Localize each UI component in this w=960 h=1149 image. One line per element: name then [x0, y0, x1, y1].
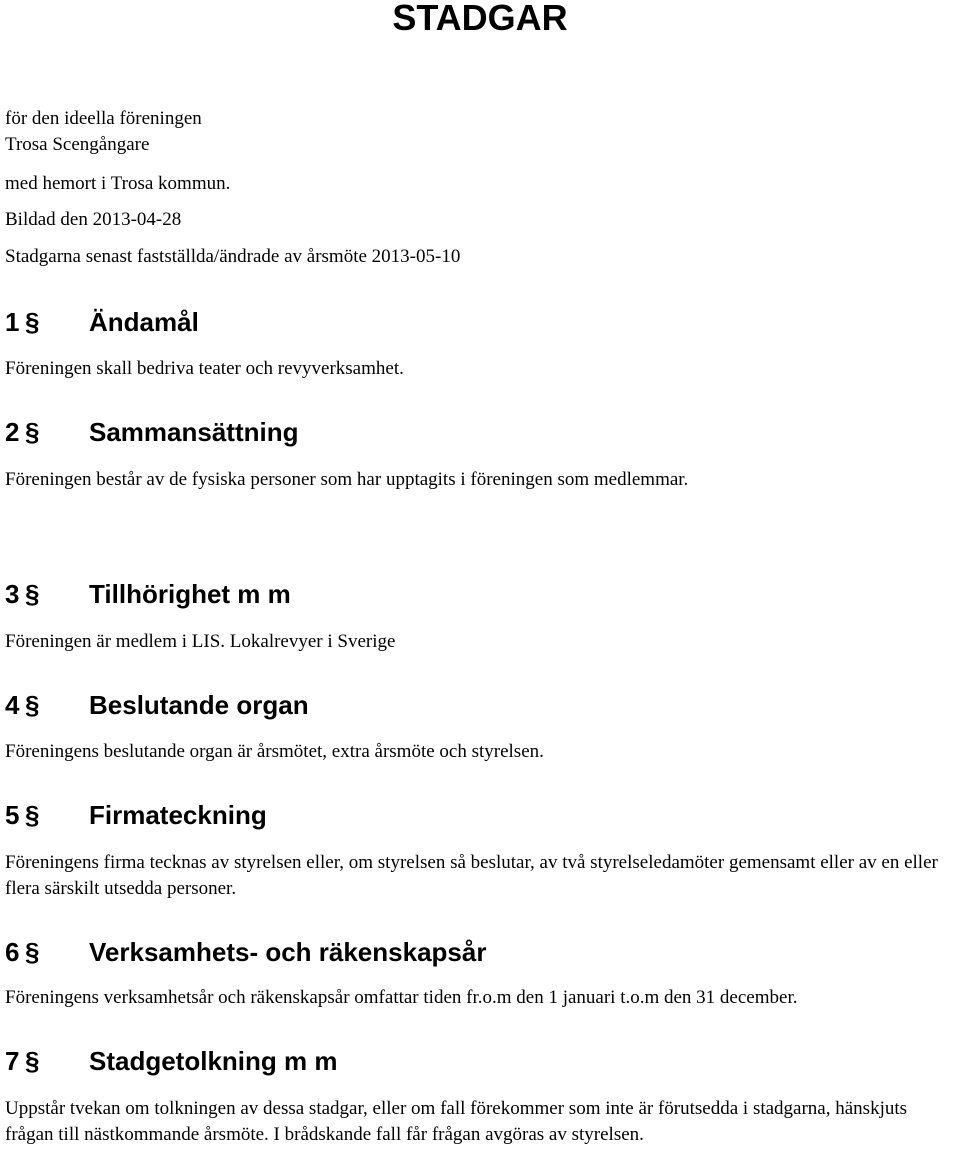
section-heading	[5, 937, 486, 967]
section-title: Stadgetolkning m m	[89, 1046, 338, 1076]
page-title: STADGAR	[392, 0, 568, 38]
intro-line-5: Stadgarna senast fastställda/ändrade av årsmöte 2013-05-10	[5, 246, 461, 267]
section-heading	[5, 690, 309, 720]
section-symbol: §	[25, 1046, 40, 1076]
section-title: Beslutande organ	[89, 690, 309, 720]
section-title: Tillhörighet m m	[89, 579, 291, 609]
section-title: Verksamhets- och räkenskapsår	[89, 937, 487, 967]
section-number: 7	[5, 1046, 20, 1076]
section-heading	[5, 417, 299, 447]
intro-line-2: Trosa Scengångare	[5, 134, 150, 155]
section-body: Föreningen är medlem i LIS. Lokalrevyer i Sverige	[5, 631, 396, 652]
section-heading	[5, 307, 199, 337]
intro-line-3: med hemort i Trosa kommun.	[5, 173, 231, 194]
section-body: Föreningen består av de fysiska personer som har upptagits i föreningen som medlemmar.	[5, 469, 689, 490]
intro-line-4: Bildad den 2013-04-28	[5, 209, 182, 230]
section-symbol: §	[25, 800, 40, 830]
section-body: Föreningen skall bedriva teater och revyverksamhet.	[5, 358, 404, 379]
section-body: Föreningens beslutande organ är årsmötet, extra årsmöte och styrelsen.	[5, 741, 544, 762]
section-heading	[5, 1046, 337, 1076]
section-body: Föreningens firma tecknas av styrelsen eller, om styrelsen så beslutar, av två styrelseledamöter gemensamt eller av en eller flera särskilt utsedda personer.	[5, 852, 938, 899]
section-body: Uppstår tvekan om tolkningen av dessa stadgar, eller om fall förekommer som inte är förutsedda i stadgarna, hänskjuts frågan till nästkommande årsmöte. I brådskande fall får frågan avgöras av styrelsen.	[5, 1098, 908, 1145]
section-body: Föreningens verksamhetsår och räkenskapsår omfattar tiden fr.o.m den 1 januari t.o.m den 31 december.	[5, 987, 798, 1008]
section-number: 1	[5, 307, 20, 337]
section-number: 3	[5, 579, 20, 609]
section-heading	[5, 579, 291, 609]
section-symbol: §	[25, 579, 40, 609]
section-symbol: §	[25, 937, 40, 967]
section-heading	[5, 800, 267, 830]
intro-line-1: för den ideella föreningen	[5, 108, 202, 129]
section-title: Firmateckning	[89, 800, 267, 830]
section-symbol: §	[25, 690, 40, 720]
section-number: 6	[5, 937, 20, 967]
section-number: 2	[5, 417, 20, 447]
section-number: 5	[5, 800, 20, 830]
section-number: 4	[5, 690, 20, 720]
section-title: Sammansättning	[89, 417, 299, 447]
section-symbol: §	[25, 307, 40, 337]
section-symbol: §	[25, 417, 40, 447]
section-title: Ändamål	[89, 307, 199, 337]
